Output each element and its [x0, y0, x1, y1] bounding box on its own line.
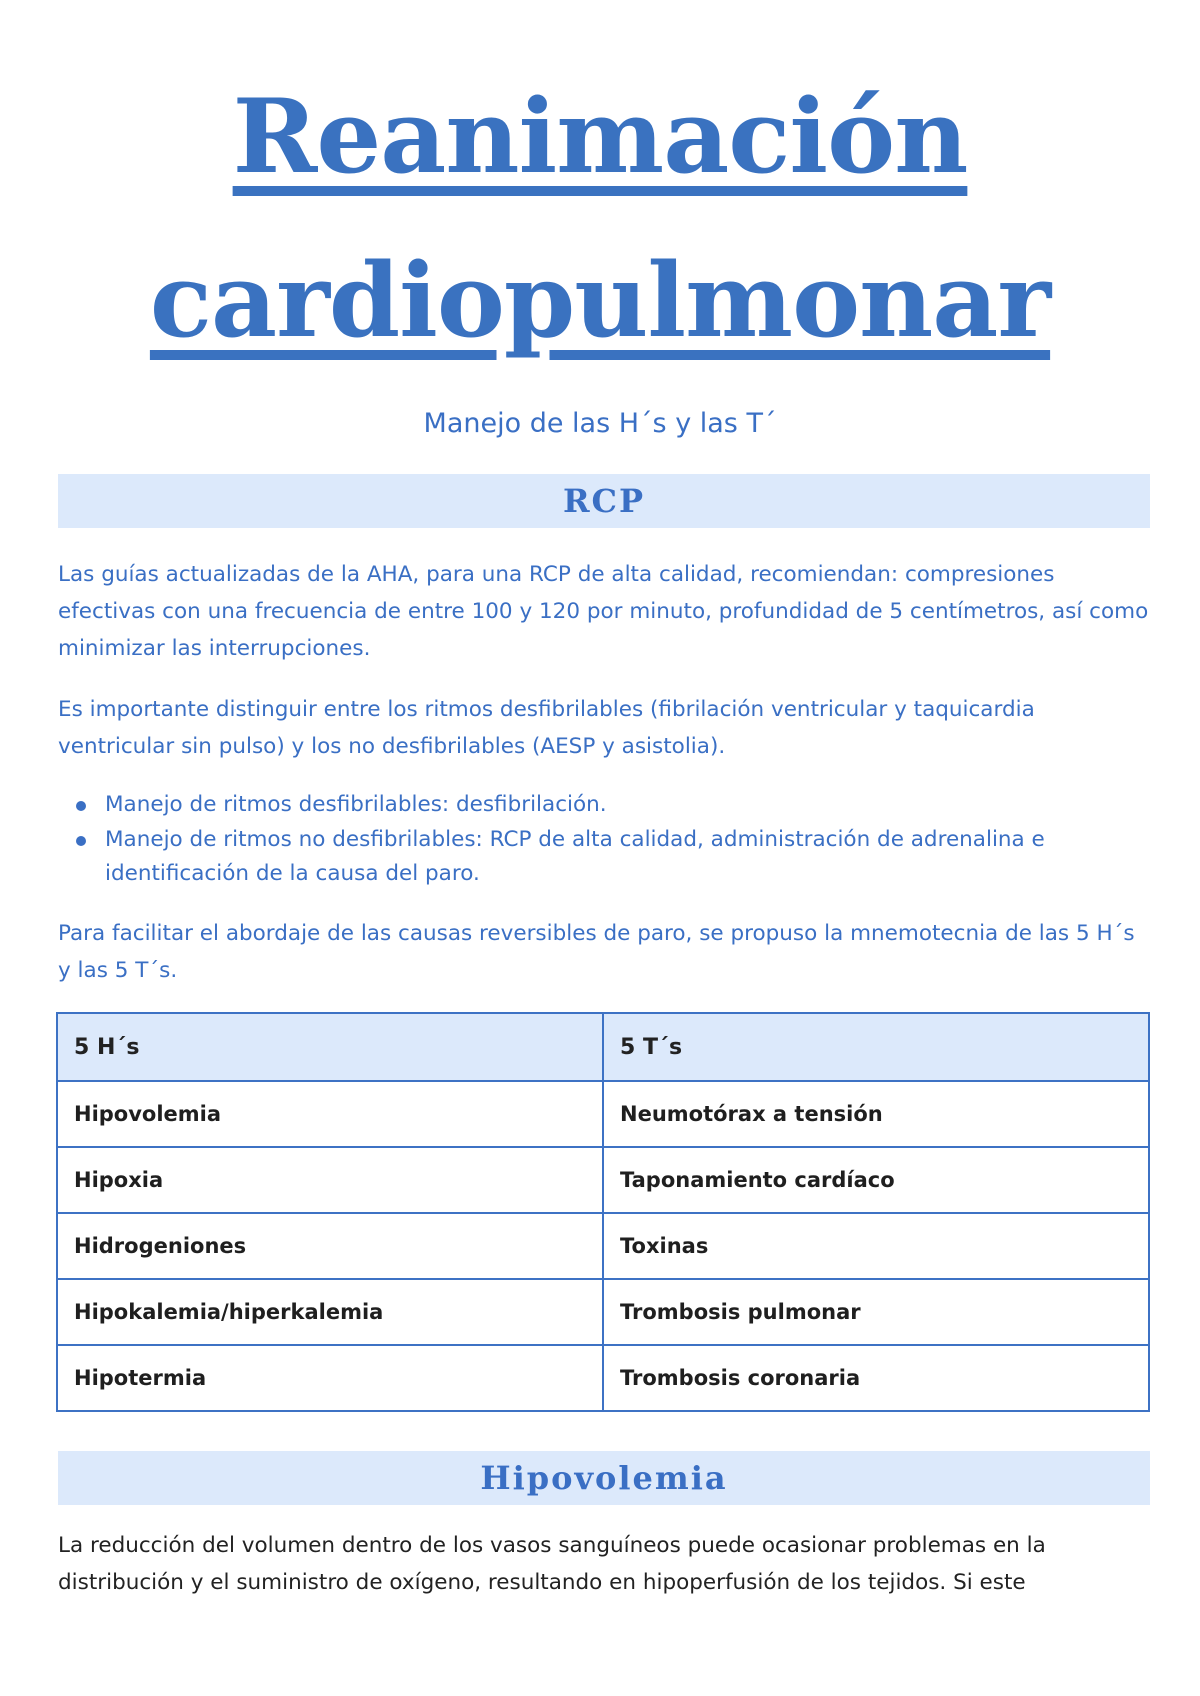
section-heading-hipovolemia-label: Hipovolemia: [480, 1459, 728, 1497]
section-heading-hipovolemia: [58, 1451, 1150, 1505]
rcp-paragraph-2: Es importante distinguir entre los ritmos desfibrilables (fibrilación ventricular y taquicardia ventricular sin pulso) y los no desfibrilables (AESP y asistolia).: [58, 697, 1035, 759]
table-cell: Hipovolemia: [57, 1081, 603, 1147]
table-row: [57, 1279, 1149, 1345]
table-row: [57, 1147, 1149, 1213]
rcp-paragraph-1: Las guías actualizadas de la AHA, para una RCP de alta calidad, recomiendan: compresiones efectivas con una frecuencia de entre 100 y 120 por minuto, profundidad de 5 centímetros, así como minimizar las interrupciones.: [58, 562, 1149, 661]
section-heading-rcp-label: RCP: [562, 482, 646, 520]
list-item: [58, 788, 1150, 822]
table-cell: Toxinas: [603, 1213, 1149, 1279]
subtitle: Manejo de las H´s y las T´: [423, 408, 777, 439]
table-row: [57, 1081, 1149, 1147]
table-cell: Neumotórax a tensión: [603, 1081, 1149, 1147]
bullet-dot-icon: [76, 801, 86, 811]
table-cell: Hidrogeniones: [57, 1213, 603, 1279]
list-item: [58, 823, 1150, 891]
bullet-dot-icon: [76, 836, 86, 846]
hipovolemia-paragraph: La reducción del volumen dentro de los vasos sanguíneos puede ocasionar problemas en la distribución y el suministro de oxígeno, resultando en hipoperfusión de los tejidos. Si este: [58, 1533, 1046, 1595]
list-item-text: Manejo de ritmos no desfibrilables: RCP de alta calidad, administración de adrenalina e identificación de la causa del paro.: [105, 827, 1045, 886]
table-cell: Trombosis coronaria: [603, 1345, 1149, 1411]
rcp-bullet-list: [58, 788, 1150, 892]
section-heading-rcp: [58, 474, 1150, 528]
title-line-1: Reanimación: [232, 77, 968, 197]
table-cell: Taponamiento cardíaco: [603, 1147, 1149, 1213]
table-cell: Hipotermia: [57, 1345, 603, 1411]
list-item-text: Manejo de ritmos desfibrilables: desfibrilación.: [105, 792, 607, 817]
table-cell: Trombosis pulmonar: [603, 1279, 1149, 1345]
hs-ts-table: [56, 1012, 1150, 1412]
table-header-hs: 5 H´s: [57, 1013, 603, 1081]
rcp-paragraph-3: Para facilitar el abordaje de las causas reversibles de paro, se propuso la mnemotecnia de las 5 H´s y las 5 T´s.: [58, 921, 1135, 983]
table-cell: Hipokalemia/hiperkalemia: [57, 1279, 603, 1345]
table-header-row: [57, 1013, 1149, 1081]
table-header-ts: 5 T´s: [603, 1013, 1149, 1081]
table-cell: Hipoxia: [57, 1147, 603, 1213]
table-row: [57, 1345, 1149, 1411]
table-row: [57, 1213, 1149, 1279]
title-line-2: cardiopulmonar: [149, 241, 1051, 361]
